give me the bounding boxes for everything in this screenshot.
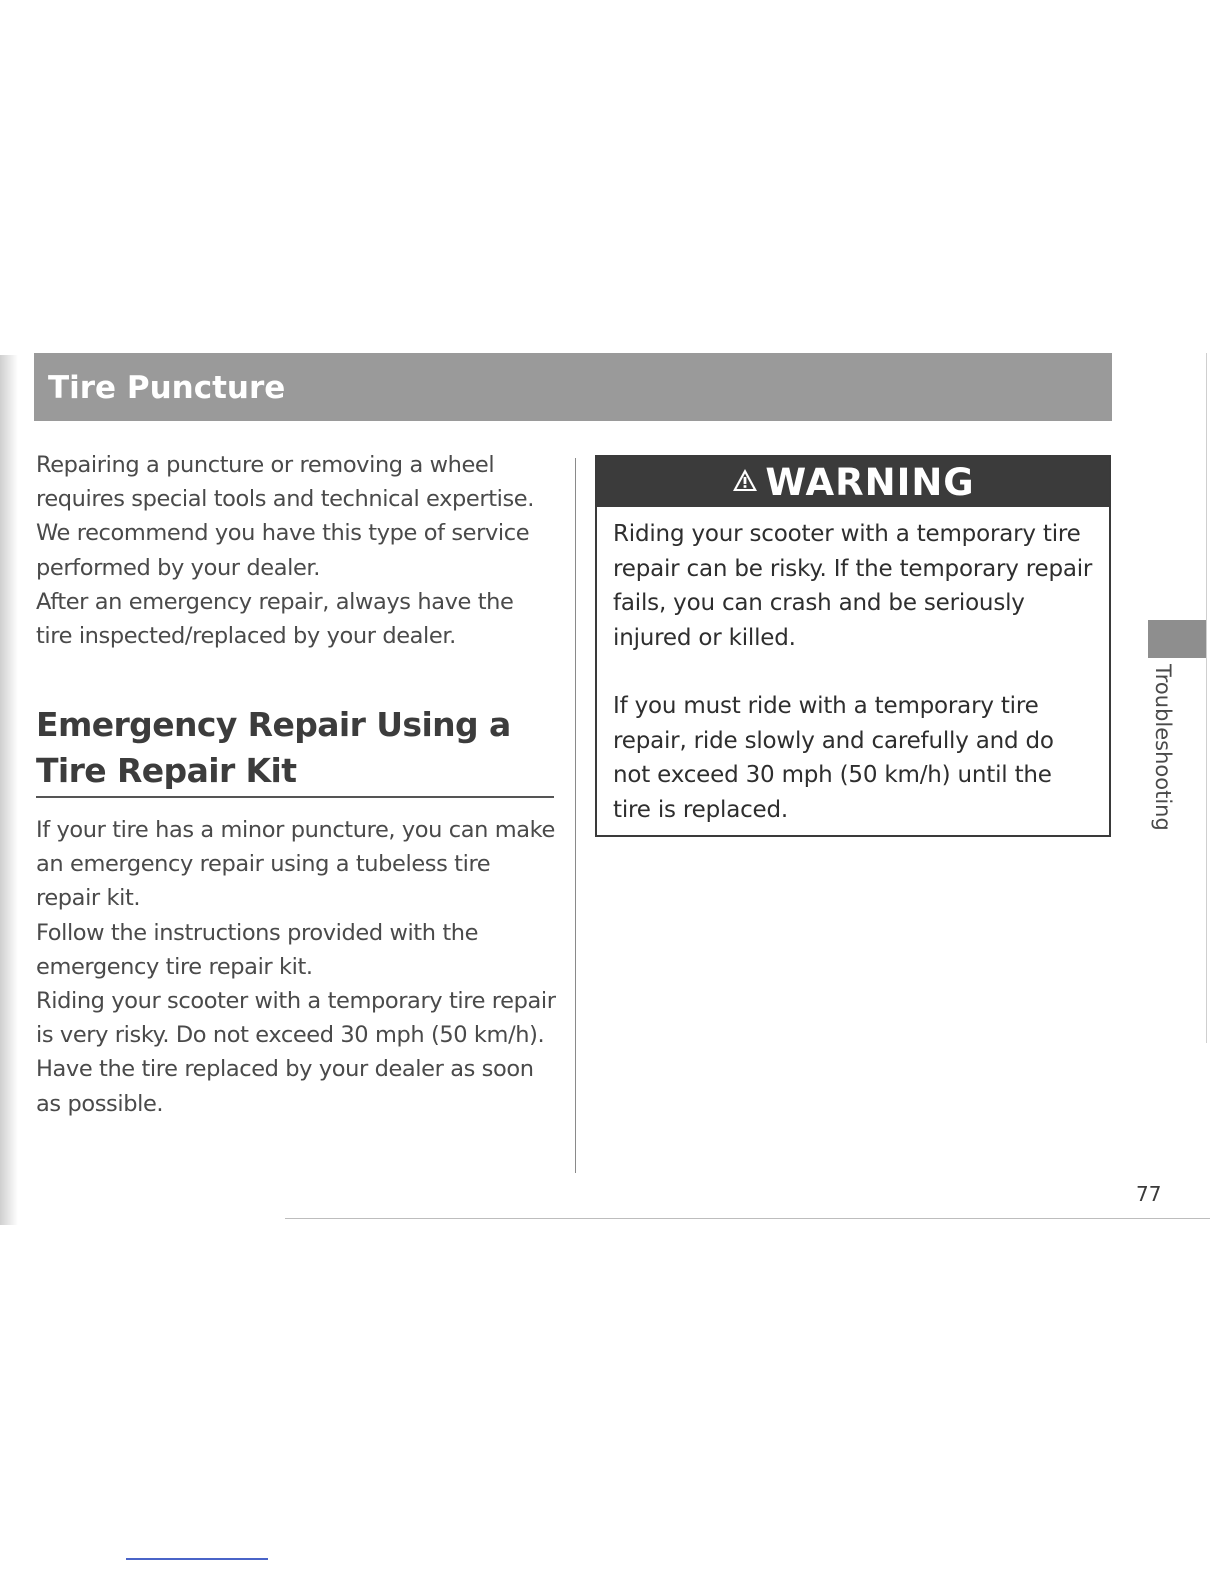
intro-paragraph-2: After an emergency repair, always have the tire inspected/replaced by your dealer.: [36, 588, 514, 650]
page-binding-shadow: [0, 355, 18, 1225]
page-edge-line: [1206, 353, 1207, 1043]
repair-paragraph-3: Riding your scooter with a temporary tire repair is very risky. Do not exceed 30 mph (50 km/h). Have the tire replaced by your dealer as soon as possible.: [36, 988, 556, 1117]
page-title: Tire Puncture: [48, 370, 286, 406]
title-bar: [34, 353, 1112, 421]
warning-body: [597, 517, 1109, 827]
warning-title: WARNING: [765, 460, 975, 504]
section-heading: Emergency Repair Using a Tire Repair Kit: [36, 705, 511, 790]
column-divider: [575, 458, 576, 1173]
warning-paragraph-2: If you must ride with a temporary tire repair, ride slowly and carefully and do not exceed 30 mph (50 km/h) until the tire is replaced.: [613, 693, 1054, 823]
warning-triangle-icon: [731, 467, 759, 497]
bottom-underline: [126, 1558, 268, 1560]
repair-kit-section: [36, 813, 556, 1121]
side-tab-marker: [1148, 620, 1206, 658]
repair-paragraph-1: If your tire has a minor puncture, you can make an emergency repair using a tubeless tire repair kit.: [36, 817, 555, 912]
page-number: 77: [1136, 1182, 1162, 1206]
side-tab-label: Troubleshooting: [1151, 664, 1175, 831]
warning-box: [595, 455, 1111, 837]
repair-paragraph-2: Follow the instructions provided with the emergency tire repair kit.: [36, 919, 479, 980]
intro-section: [36, 448, 556, 653]
warning-paragraph-1: Riding your scooter with a temporary tire repair can be risky. If the temporary repair fails, you can crash and be seriously injured or killed.: [613, 521, 1093, 651]
warning-header: [597, 457, 1109, 507]
page-bottom-rule: [285, 1218, 1210, 1219]
intro-paragraph-1: Repairing a puncture or removing a wheel requires special tools and technical expertise. We recommend you have this type of service performed by your dealer.: [36, 452, 534, 581]
heading-rule: [36, 796, 554, 798]
